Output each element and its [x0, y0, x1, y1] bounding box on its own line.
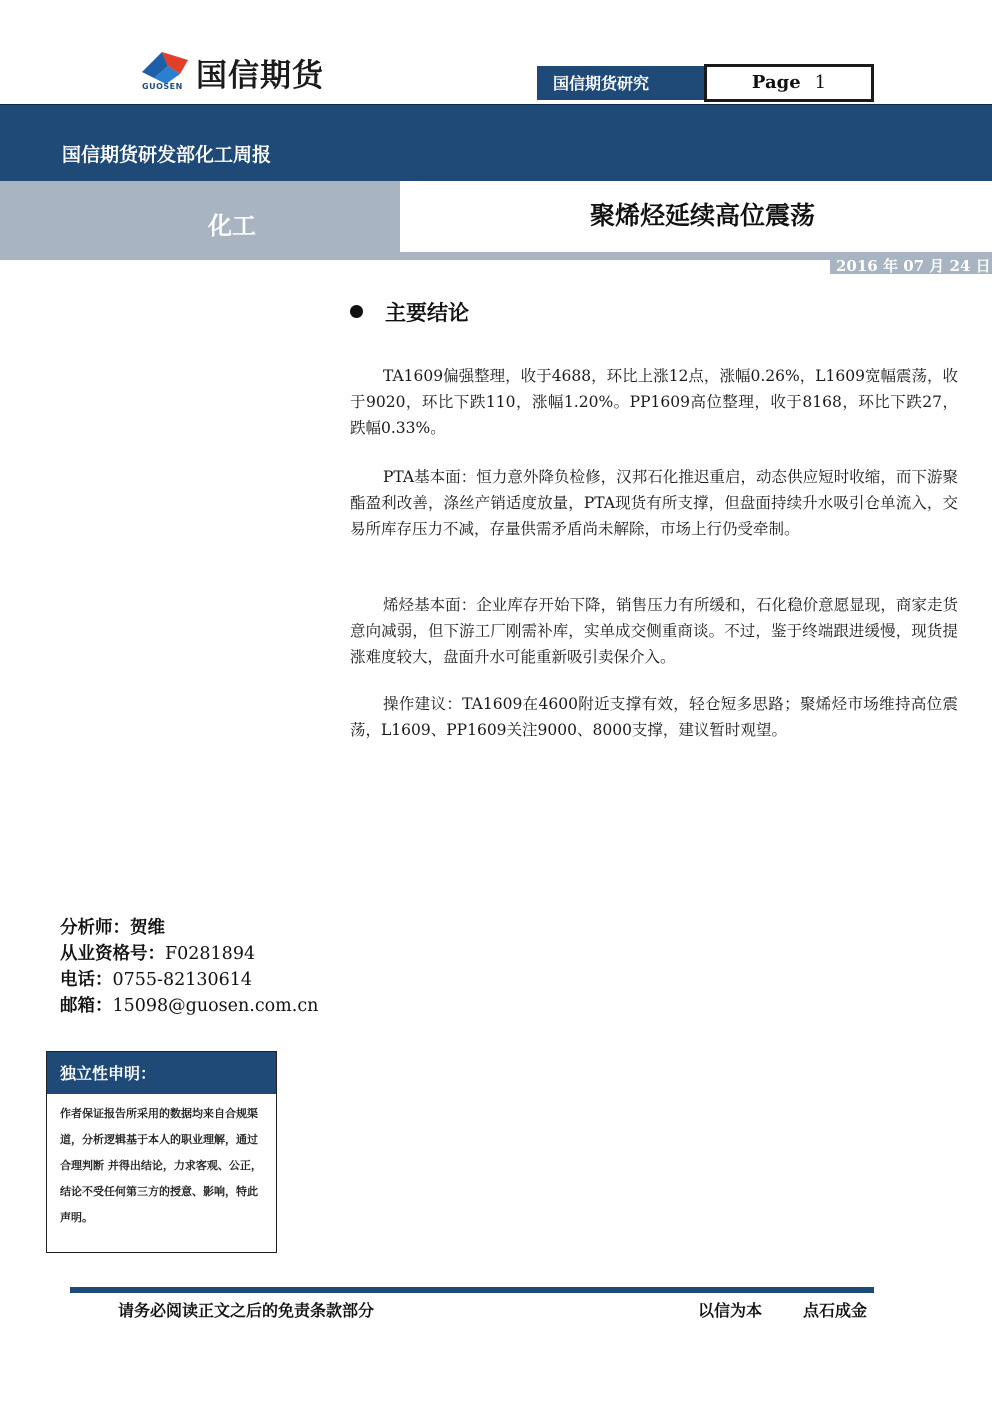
logo-subtext: GUOSEN	[142, 82, 183, 91]
statement-body: 作者保证报告所采用的数据均来自合规渠道，分析逻辑基于本人的职业理解，通过合理判断 并得出结论，力求客观、公正，结论不受任何第三方的授意、影响，特此声明。	[60, 1107, 262, 1224]
footer-motto-1: 以信为本	[698, 1301, 763, 1320]
page-indicator	[704, 64, 874, 102]
page-label: Page	[751, 72, 801, 93]
page-number: 1	[814, 72, 827, 93]
research-label: 国信期货研究	[537, 66, 704, 100]
logo-text: 国信期货	[196, 58, 324, 94]
analyst-email-label: 邮箱：	[60, 996, 113, 1016]
paragraph-summary: TA1609偏强整理，收于4688，环比上涨12点，涨幅0.26%，L1609宽幅震荡，收于9020，环比下跌110，涨幅1.20%。PP1609高位整理，收于8168，环比下跌27，跌幅0.33%。	[350, 367, 958, 437]
footer-disclaimer: 请务必阅读正文之后的免责条款部分	[118, 1301, 375, 1320]
report-date: 2016 年 07 月 24 日	[836, 257, 991, 275]
statement-title: 独立性申明：	[60, 1064, 157, 1083]
paragraph-olefin: 烯烃基本面：企业库存开始下降，销售压力有所缓和，石化稳价意愿显现，商家走货意向减弱，但下游工厂刚需补库，实单成交侧重商谈。不过，鉴于终端跟进缓慢，现货提涨难度较大，盘面升水可能重新吸引卖保介入。	[350, 596, 958, 666]
analyst-cert	[60, 940, 255, 965]
analyst-name-value: 贺维	[130, 918, 165, 938]
paragraph-advice: 操作建议：TA1609在4600附近支撑有效，轻仓短多思路；聚烯烃市场维持高位震荡，L1609、PP1609关注9000、8000支撑，建议暂时观望。	[350, 695, 958, 739]
sector-panel	[0, 181, 400, 260]
section-heading: 主要结论	[385, 301, 469, 325]
analyst-cert-value: F0281894	[165, 944, 256, 964]
footer-motto-2: 点石成金	[803, 1301, 868, 1320]
report-headline: 聚烯烃延续高位震荡	[590, 201, 816, 230]
analyst-email	[60, 992, 318, 1017]
sector-label: 化工	[208, 212, 256, 240]
analyst-phone	[60, 966, 252, 991]
footer-divider	[70, 1287, 874, 1293]
analyst-phone-value: 0755-82130614	[112, 970, 253, 990]
analyst-email-value[interactable]: 15098@guosen.com.cn	[112, 996, 319, 1016]
analyst-phone-label: 电话：	[60, 970, 113, 990]
analyst-name-label: 分析师：	[60, 918, 130, 938]
paragraph-pta: PTA基本面：恒力意外降负检修，汉邦石化推迟重启，动态供应短时收缩，而下游聚酯盈利改善，涤丝产销适度放量，PTA现货有所支撑，但盘面持续升水吸引仓单流入，交易所库存压力不减，存量供需矛盾尚未解除，市场上行仍受牵制。	[350, 468, 958, 538]
report-series-title: 国信期货研发部化工周报	[62, 144, 272, 166]
bullet-icon	[350, 305, 363, 318]
analyst-cert-label: 从业资格号：	[60, 944, 165, 964]
analyst-name	[60, 914, 165, 939]
